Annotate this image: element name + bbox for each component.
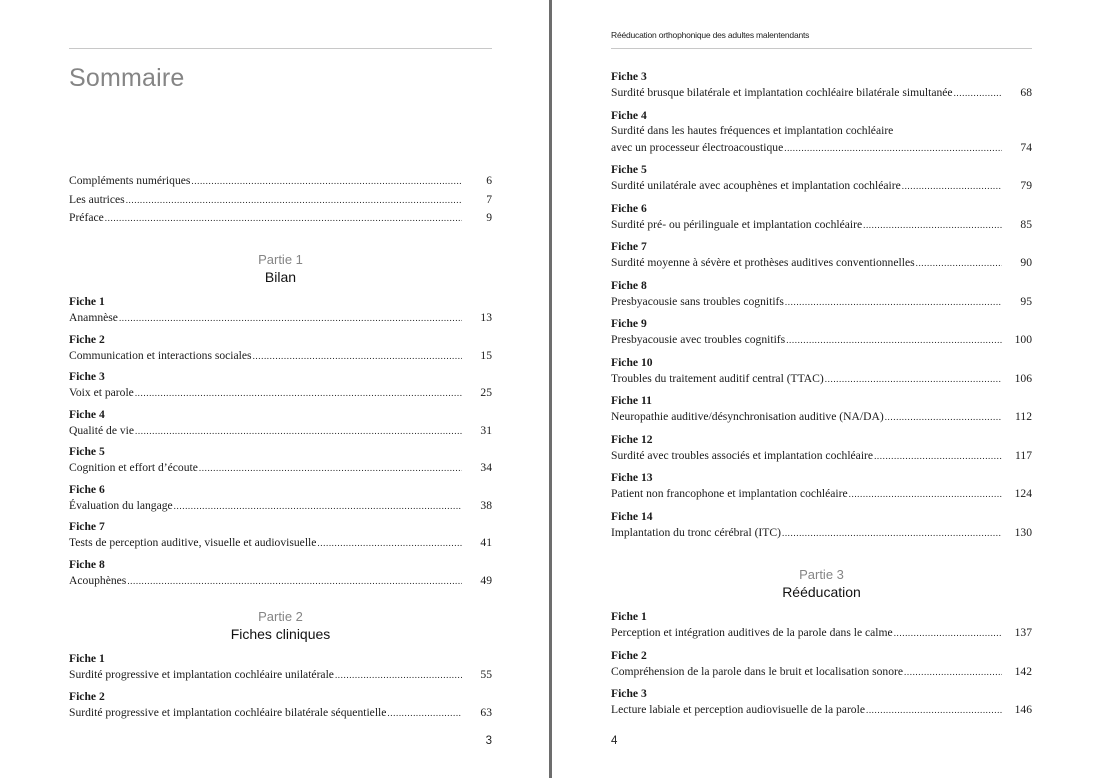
toc-entry[interactable] (69, 497, 492, 516)
toc-entry[interactable] (611, 293, 1032, 312)
page-number: 106 (1014, 371, 1032, 385)
left-page (69, 0, 492, 778)
partie-number: Partie 1 (258, 252, 303, 267)
page-number: 63 (480, 705, 492, 719)
leader-dots (785, 293, 1002, 312)
toc-entry[interactable] (611, 84, 1032, 103)
toc-entry[interactable] (69, 384, 492, 403)
entry-title-line: Surdité dans les hautes fréquences et implantation cochléaire (611, 123, 894, 137)
leader-dots (786, 331, 1002, 350)
entry-title: Surdité avec troubles associés et implantation cochléaire (611, 448, 874, 462)
page-number: 15 (480, 348, 492, 362)
leader-dots (387, 704, 462, 723)
fiche-label: Fiche 7 (611, 240, 647, 253)
fiche-label: Fiche 7 (69, 520, 105, 533)
page-number: 25 (480, 386, 492, 399)
page-number: 142 (1014, 664, 1032, 678)
fiche-label: Fiche 4 (69, 407, 105, 421)
toc-entry[interactable] (611, 254, 1032, 273)
toc-entry[interactable] (69, 172, 492, 191)
toc-fiche[interactable] (69, 369, 492, 403)
partie-2-continued-list (611, 69, 1032, 547)
page-number: 100 (1014, 333, 1032, 346)
toc-entry[interactable] (69, 534, 492, 553)
toc-fiche[interactable] (69, 407, 492, 441)
front-matter-list (69, 172, 492, 228)
page-title: Sommaire (69, 64, 185, 92)
toc-fiche[interactable] (611, 278, 1032, 312)
page-number: 112 (1015, 410, 1032, 423)
partie-heading (69, 608, 492, 644)
entry-title: Neuropathie auditive/désynchronisation auditive (NA/DA) (611, 410, 884, 423)
leader-dots (863, 216, 1002, 235)
page-number: 49 (480, 573, 492, 587)
leader-dots (174, 497, 462, 516)
partie-1-section (69, 251, 492, 594)
page-number: 74 (1020, 140, 1032, 154)
leader-dots (135, 422, 462, 441)
toc-fiche[interactable] (69, 651, 492, 685)
fiche-label: Fiche 6 (611, 201, 647, 215)
toc-entry[interactable] (69, 459, 492, 478)
fiche-label: Fiche 5 (69, 445, 105, 458)
toc-entry[interactable] (611, 663, 1032, 682)
entry-title: Implantation du tronc cérébral (ITC) (611, 525, 781, 539)
entry-title: Tests de perception auditive, visuelle et audiovisuelle (69, 536, 317, 549)
top-rule (611, 48, 1032, 49)
toc-entry[interactable] (611, 624, 1032, 643)
leader-dots (904, 663, 1002, 682)
entry-title: avec un processeur électroacoustique (611, 140, 784, 154)
entry-title: Presbyacousie sans troubles cognitifs (611, 294, 784, 308)
top-rule (69, 48, 492, 49)
toc-entry[interactable] (69, 309, 492, 328)
leader-dots (199, 459, 462, 478)
leader-dots (954, 84, 1002, 103)
page-number: 6 (486, 174, 492, 187)
partie-name: Fiches cliniques (230, 626, 331, 642)
entry-title: Qualité de vie (69, 423, 135, 437)
entry-title: Surdité brusque bilatérale et implantation cochléaire bilatérale simultanée (611, 86, 953, 99)
page-number: 137 (1014, 626, 1032, 639)
toc-entry[interactable] (611, 370, 1032, 389)
toc-entry[interactable] (69, 347, 492, 366)
toc-fiche[interactable] (611, 470, 1032, 504)
page-number: 146 (1014, 703, 1032, 716)
toc-fiche[interactable] (69, 444, 492, 478)
entry-title: Troubles du traitement auditif central (TTAC) (611, 371, 824, 385)
leader-dots (335, 666, 462, 685)
leader-dots (902, 177, 1002, 196)
toc-fiche[interactable] (611, 432, 1032, 466)
partie-name: Bilan (264, 269, 297, 285)
leader-dots (885, 408, 1002, 427)
toc-entry[interactable] (611, 524, 1032, 543)
page-number: 117 (1015, 448, 1032, 462)
toc-fiche[interactable] (69, 332, 492, 366)
partie-3-section (611, 566, 1032, 725)
fiche-label: Fiche 2 (69, 689, 105, 703)
entry-title: Lecture labiale et perception audiovisuelle de la parole (611, 703, 865, 716)
toc-entry[interactable] (611, 408, 1032, 427)
toc-fiche[interactable] (611, 509, 1032, 543)
leader-dots (874, 447, 1002, 466)
page-number: 85 (1020, 217, 1032, 231)
entry-title: Les autrices (69, 192, 125, 206)
fiche-label: Fiche 13 (611, 471, 653, 484)
toc-entry[interactable] (611, 447, 1032, 466)
fiche-label: Fiche 12 (611, 432, 653, 446)
fiche-label: Fiche 5 (611, 163, 647, 176)
running-head: Rééducation orthophonique des adultes malentendants (611, 30, 810, 40)
fiche-label: Fiche 1 (611, 610, 647, 623)
page-number: 41 (480, 536, 492, 549)
toc-fiche[interactable] (69, 294, 492, 328)
toc-fiche[interactable] (611, 609, 1032, 643)
leader-dots (126, 191, 462, 210)
page-number-footer: 3 (485, 735, 492, 747)
entry-title: Surdité progressive et implantation cochléaire bilatérale séquentielle (69, 705, 387, 719)
leader-dots (784, 139, 1002, 158)
partie-heading (611, 566, 1032, 602)
entry-title: Compréhension de la parole dans le bruit et localisation sonore (611, 664, 904, 678)
partie-name: Rééducation (782, 584, 861, 600)
toc-fiche[interactable] (69, 482, 492, 516)
entry-title: Préface (69, 211, 104, 224)
toc-fiche[interactable] (611, 393, 1032, 427)
toc-entry[interactable] (611, 331, 1032, 350)
leader-dots (782, 524, 1002, 543)
fiche-label: Fiche 11 (611, 394, 652, 407)
toc-entry[interactable] (611, 701, 1032, 720)
toc-entry[interactable] (69, 666, 492, 685)
leader-dots (135, 384, 462, 403)
page-number: 90 (1020, 256, 1032, 269)
entry-title: Perception et intégration auditives de la parole dans le calme (611, 626, 893, 639)
page-number: 130 (1014, 525, 1032, 539)
toc-fiche[interactable] (611, 162, 1032, 196)
leader-dots (894, 624, 1002, 643)
leader-dots (127, 572, 462, 591)
page-number: 68 (1020, 86, 1032, 99)
leader-dots (105, 209, 462, 228)
entry-title: Voix et parole (69, 386, 134, 399)
fiche-label: Fiche 2 (69, 332, 105, 346)
fiche-label: Fiche 9 (611, 317, 647, 330)
toc-fiche[interactable] (69, 689, 492, 723)
toc-entry[interactable] (69, 191, 492, 210)
page-number: 9 (486, 211, 492, 224)
leader-dots (849, 485, 1002, 504)
leader-dots (119, 309, 462, 328)
toc-entry[interactable] (611, 216, 1032, 235)
fiche-label: Fiche 8 (69, 557, 105, 571)
toc-fiche[interactable] (611, 316, 1032, 350)
fiche-label: Fiche 6 (69, 482, 105, 496)
partie-heading (69, 251, 492, 287)
page-number: 13 (480, 311, 492, 324)
toc-fiche[interactable] (611, 686, 1032, 720)
entry-title: Acouphènes (69, 573, 127, 587)
toc-fiche[interactable] (611, 355, 1032, 389)
page-number: 7 (486, 192, 492, 206)
toc-fiche[interactable] (69, 557, 492, 591)
toc-fiche[interactable] (611, 648, 1032, 682)
entry-title: Surdité progressive et implantation cochléaire unilatérale (69, 668, 334, 681)
fiche-label: Fiche 14 (611, 509, 653, 523)
entry-title: Cognition et effort d’écoute (69, 461, 198, 474)
toc-fiche[interactable] (69, 519, 492, 553)
page-number: 124 (1014, 487, 1032, 500)
toc-entry[interactable] (611, 177, 1032, 196)
toc-entry[interactable] (69, 422, 492, 441)
fiche-label: Fiche 10 (611, 355, 653, 369)
page-gutter-divider (549, 0, 552, 778)
leader-dots (191, 172, 462, 191)
partie-2-section (69, 608, 492, 726)
toc-fiche[interactable] (611, 239, 1032, 273)
page-number: 55 (480, 668, 492, 681)
toc-entry[interactable] (69, 209, 492, 228)
entry-title: Patient non francophone et implantation cochléaire (611, 487, 848, 500)
toc-fiche[interactable] (611, 201, 1032, 235)
fiche-label: Fiche 8 (611, 278, 647, 292)
page-number: 95 (1020, 294, 1032, 308)
leader-dots (866, 701, 1002, 720)
fiche-label: Fiche 4 (611, 108, 647, 122)
right-page (611, 0, 1032, 778)
leader-dots (916, 254, 1002, 273)
entry-title: Surdité unilatérale avec acouphènes et implantation cochléaire (611, 179, 901, 192)
fiche-label: Fiche 3 (611, 70, 647, 83)
page-number: 38 (480, 498, 492, 512)
fiche-label: Fiche 1 (69, 652, 105, 665)
entry-title: Presbyacousie avec troubles cognitifs (611, 333, 786, 346)
leader-dots (317, 534, 462, 553)
page-number: 79 (1020, 179, 1032, 192)
entry-title: Surdité moyenne à sévère et prothèses auditives conventionnelles (611, 256, 915, 269)
fiche-label: Fiche 2 (611, 648, 647, 662)
entry-title: Anamnèse (69, 311, 118, 324)
fiche-label: Fiche 3 (611, 687, 647, 700)
fiche-label: Fiche 3 (69, 370, 105, 383)
toc-fiche[interactable] (611, 108, 1032, 158)
entry-title: Évaluation du langage (69, 498, 173, 512)
leader-dots (253, 347, 462, 366)
entry-title: Compléments numériques (69, 174, 191, 187)
entry-title: Surdité pré- ou périlinguale et implantation cochléaire (611, 217, 863, 231)
toc-fiche[interactable] (611, 69, 1032, 103)
page-number: 34 (480, 461, 492, 474)
toc-entry[interactable] (69, 572, 492, 591)
entry-title: Communication et interactions sociales (69, 348, 252, 362)
partie-number: Partie 3 (799, 567, 844, 582)
page-number-footer: 4 (611, 735, 618, 747)
leader-dots (825, 370, 1002, 389)
toc-entry[interactable] (611, 485, 1032, 504)
page-number: 31 (480, 423, 492, 437)
fiche-label: Fiche 1 (69, 295, 105, 308)
toc-entry[interactable] (611, 139, 1032, 158)
toc-entry[interactable] (69, 704, 492, 723)
partie-number: Partie 2 (258, 609, 303, 624)
